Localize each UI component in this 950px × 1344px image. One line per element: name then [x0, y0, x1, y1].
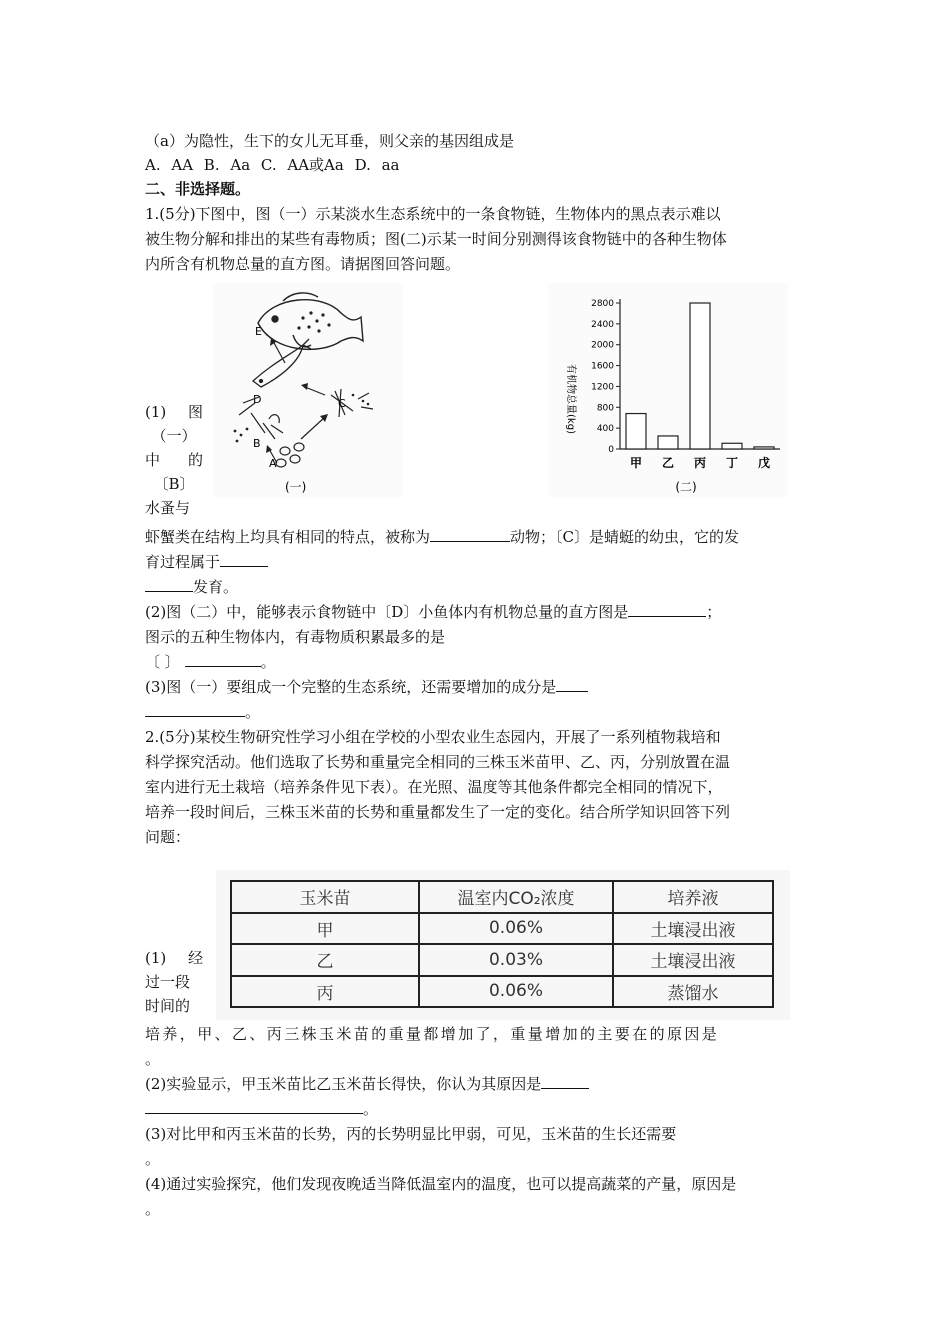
bar-乙: [658, 436, 678, 449]
y-tick-label: 1200: [591, 382, 614, 393]
food-chain-figure: [213, 283, 403, 497]
q1-p2-line3: 〔 〕 。: [145, 650, 276, 674]
label-e: E: [255, 325, 262, 338]
q2-intro-line3: 室内进行无土栽培（培养条件见下表）。在光照、温度等其他条件都完全相同的情况下，: [145, 778, 723, 796]
y-tick-label: 800: [596, 403, 614, 414]
chart-caption: (二): [675, 480, 697, 494]
q1-blank-5a[interactable]: [556, 675, 588, 692]
y-tick-label: 2000: [591, 340, 614, 351]
table-cell: 蒸馏水: [613, 976, 773, 1008]
table-cell: 土壤浸出液: [613, 944, 773, 976]
table-cell: 0.06%: [419, 913, 613, 945]
x-tick-label: 甲: [629, 456, 643, 470]
bar-chart-svg: [548, 283, 788, 497]
q2-p1-line3: 。: [145, 1050, 161, 1068]
q1-part1-column: [145, 400, 203, 520]
table-cell: 乙: [231, 944, 419, 976]
q1-p1-col-3: 中: [145, 451, 161, 469]
q1-blank-3[interactable]: [628, 600, 706, 617]
q2-p1-col-0: (1): [145, 949, 167, 967]
bar-甲: [626, 414, 646, 449]
q1-intro-line2: 被生物分解和排出的某些有毒物质；图(二)示某一时间分别测得该食物链中的各种生物体: [145, 230, 727, 248]
label-b: B: [253, 437, 261, 450]
q1-blank-4[interactable]: [185, 650, 261, 667]
q2-p4-line2: 。: [145, 1200, 161, 1218]
q2-blank-2b[interactable]: [145, 1097, 363, 1114]
chart-ylabel: 有机物总量(kg): [565, 364, 576, 434]
label-d: D: [253, 393, 262, 406]
table-row: [231, 944, 773, 976]
culture-conditions-figure: [216, 870, 790, 1020]
q1-p1-col-0: (1): [145, 403, 167, 421]
culture-conditions-table: [230, 880, 774, 1008]
table-header-cell: 温室内CO₂浓度: [419, 881, 613, 913]
q1-blank-2b[interactable]: [145, 575, 193, 592]
q1-intro-line1: 1.(5分)下图中，图（一）示某淡水生态系统中的一条食物链，生物体内的黑点表示难以: [145, 205, 721, 223]
y-tick-label: 1600: [591, 361, 614, 372]
q1-p1-col-5: 〔B〕: [153, 475, 195, 493]
q2-p2-line2: 。: [145, 1097, 378, 1121]
q1-p1-line2: 虾蟹类在结构上均具有相同的特点，被称为 动物；〔C〕是蜻蜓的幼虫，它的发: [145, 525, 739, 549]
q1-p1-line4: 发育。: [145, 575, 238, 599]
table-cell: 丙: [231, 976, 419, 1008]
x-tick-label: 戊: [757, 456, 771, 470]
q2-p1-col-3: 时间的: [145, 997, 191, 1015]
algae-a-icon: [276, 443, 304, 467]
q2-p2-line1: (2)实验显示，甲玉米苗比乙玉米苗长得快，你认为其原因是: [145, 1072, 589, 1096]
q1-p3-line2: 。: [145, 700, 260, 724]
label-c: C: [338, 397, 346, 410]
q1-p2-line2: 图示的五种生物体内，有毒物质积累最多的是: [145, 628, 446, 646]
bar-丁: [722, 443, 742, 449]
food-chain-illustration: [213, 283, 403, 497]
x-tick-label: 乙: [661, 456, 675, 470]
q2-p1-line2: 培养，甲、乙、丙三株玉米苗的重量都增加了，重量增加的主要在的原因是: [145, 1025, 720, 1043]
q1-p1-col-2: （一）: [151, 427, 197, 445]
table-cell: 0.03%: [419, 944, 613, 976]
bar-丙: [690, 303, 710, 449]
q1-p3-line1: (3)图（一）要组成一个完整的生态系统，还需要增加的成分是: [145, 675, 588, 699]
q2-intro-line1: 2.(5分)某校生物研究性学习小组在学校的小型农业生态园内，开展了一系列植物栽培和: [145, 728, 721, 746]
x-tick-label: 丙: [693, 456, 707, 470]
q1-p2-line1: (2)图（二）中，能够表示食物链中〔D〕小鱼体内有机物总量的直方图是 ；: [145, 600, 721, 624]
table-cell: 0.06%: [419, 976, 613, 1008]
table-header-cell: 玉米苗: [231, 881, 419, 913]
q2-p3-line2: 。: [145, 1150, 161, 1168]
q2-part1-column: [145, 946, 203, 1018]
q2-p1-col-1: 经: [187, 949, 203, 967]
q2-p3-line1: (3)对比甲和丙玉米苗的长势，丙的长势明显比甲弱，可见，玉米苗的生长还需要: [145, 1125, 677, 1143]
x-tick-label: 丁: [725, 456, 739, 470]
q1-p1-col-6: 水蚤与: [145, 499, 191, 517]
fish-d-icon: [253, 339, 311, 387]
q2-p1-col-2: 过一段: [145, 973, 191, 991]
q1-intro-line3: 内所含有机物总量的直方图。请据图回答问题。: [145, 255, 461, 273]
q2-p4-line1: (4)通过实验探究，他们发现夜晚适当降低温室内的温度，也可以提高蔬菜的产量，原因是: [145, 1175, 737, 1193]
table-row: [231, 913, 773, 945]
organic-matter-chart: [548, 283, 788, 497]
q2-intro-line4: 培养一段时间后，三株玉米苗的长势和重量都发生了一定的变化。结合所学知识回答下列: [145, 803, 731, 821]
q1-p1-line3: 育过程属于: [145, 550, 268, 574]
table-row: [231, 976, 773, 1008]
prev-question-text: （a）为隐性，生下的女儿无耳垂，则父亲的基因组成是: [145, 132, 514, 150]
y-tick-label: 2800: [591, 299, 614, 309]
y-tick-label: 2400: [591, 319, 614, 330]
table-cell: 土壤浸出液: [613, 913, 773, 945]
q2-intro-line5: 问题：: [145, 828, 191, 846]
bar-戊: [754, 447, 774, 449]
prev-question-options: A. AA B. Aa C. AA或Aa D. aa: [145, 156, 400, 174]
q1-p1-col-4: 的: [187, 451, 203, 469]
table-cell: 甲: [231, 913, 419, 945]
q2-blank-2a[interactable]: [541, 1072, 589, 1089]
section-title: 二、非选择题。: [145, 180, 251, 198]
table-header-row: [231, 881, 773, 913]
fig1-caption: (一): [285, 480, 307, 494]
q1-blank-1[interactable]: [430, 525, 510, 542]
q1-blank-2a[interactable]: [220, 550, 268, 567]
y-tick-label: 0: [608, 445, 614, 455]
q1-blank-5b[interactable]: [145, 700, 245, 717]
q1-p1-col-1: 图: [187, 403, 203, 421]
y-tick-label: 400: [596, 424, 614, 435]
label-a: A: [269, 457, 277, 470]
q2-intro-line2: 科学探究活动。他们选取了长势和重量完全相同的三株玉米苗甲、乙、丙，分别放置在温: [145, 753, 731, 771]
table-header-cell: 培养液: [613, 881, 773, 913]
